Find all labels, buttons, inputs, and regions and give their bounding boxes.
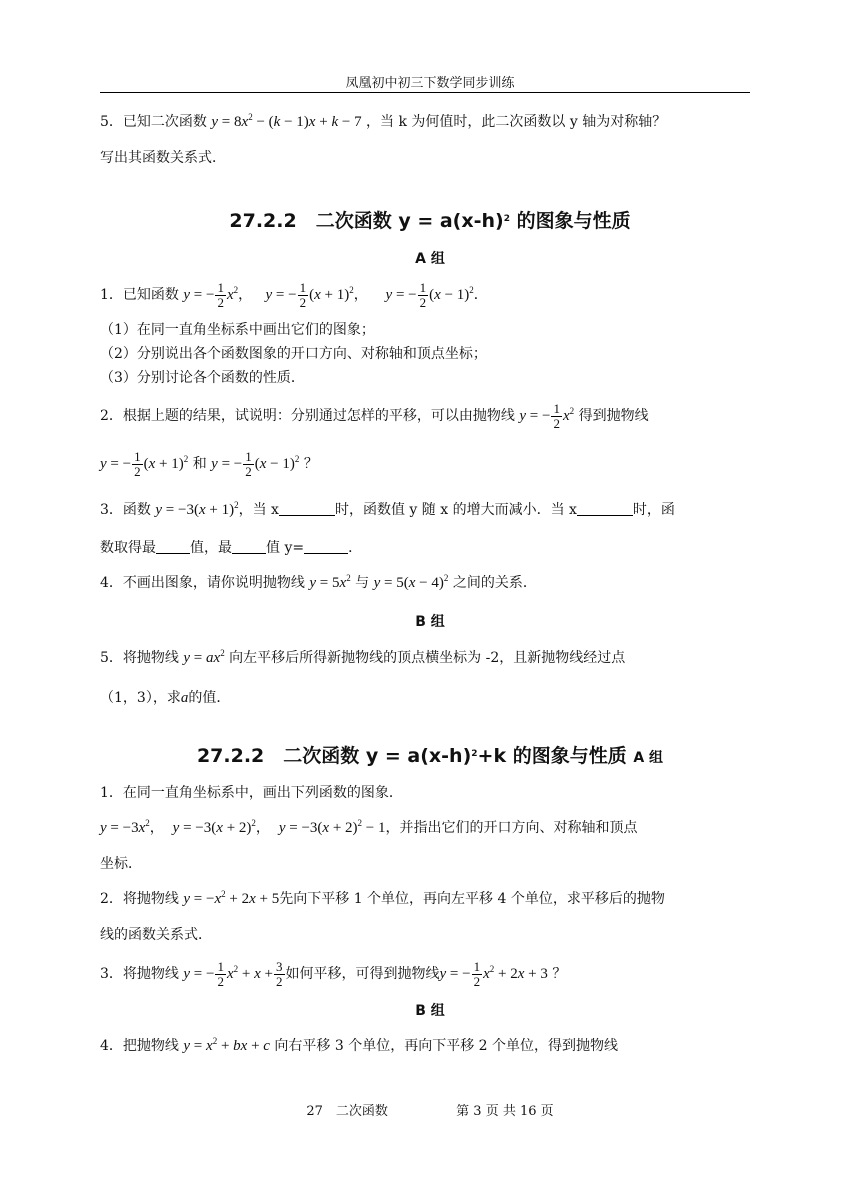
footer-chapter: 27 二次函数 xyxy=(306,1104,388,1119)
group-a-label: A 组 xyxy=(415,251,445,267)
group-b-label: B 组 xyxy=(415,1003,445,1019)
formula: y = − $\frac{1}{2}$ $(x - 1)^2$ xyxy=(385,280,474,310)
s1-question-5-line-1: 5．将抛物线 $y = ax^2$ 向左平移后所得新抛物线的顶点横坐标为 -2，且新抛物线经过点 xyxy=(100,648,626,666)
page-header: 凤凰初中初三下数学同步训练 xyxy=(345,76,515,91)
formula: $y = 5x^2$ xyxy=(309,573,351,591)
footer-page-number: 第 3 页 共 16 页 xyxy=(456,1104,554,1119)
formula: y = − $\frac{1}{2}$ $x^2 + x$ + $\frac{3}{2}$ xyxy=(183,959,283,989)
section-title-1: 27.2.2 二次函数 $y = a(x-h)^2$ 的图象与性质 xyxy=(229,210,631,232)
formula: $y = -x^2 + 2x + 5$ xyxy=(183,889,280,907)
s2-question-3: 3．将抛物线 y = − $\frac{1}{2}$ $x^2 + x$ + $\frac{3}{2}$ 如何平移，可得到抛物线y = − $\frac{1}{2}$ $x^2 + 2x + 3$ ？ xyxy=(100,959,567,989)
formula: y = − $\frac{1}{2}$ $x^2$ xyxy=(519,401,575,431)
page-footer xyxy=(0,1100,860,1119)
formula: $y = -3(x + 2)^2 - 1$ xyxy=(278,818,386,836)
s2-question-1-line-1: 1．在同一直角坐标系中，画出下列函数的图象． xyxy=(100,785,403,801)
formula: y = − $\frac{1}{2}$ $(x - 1)^2$ xyxy=(211,449,300,479)
s1-question-1-part-3: （3）分别讨论各个函数的性质． xyxy=(100,370,305,386)
formula: $y = 8x^2 - (k - 1)x + k - 7$ xyxy=(211,112,362,130)
formula: y = − $\frac{1}{2}$ $x^2 + 2x + 3$ xyxy=(439,959,548,989)
question-5-line-1: 5．已知二次函数 $y = 8x^2 - (k - 1)x + k - 7$ ，当 k 为何值时，此二次函数以 y 轴为对称轴？ xyxy=(100,112,667,130)
s1-question-1: 1．已知函数 y = − $\frac{1}{2}$ $x^2$， y = − $\frac{1}{2}$ $(x + 1)^2$， y = − $\frac{1}{2}$ $(x - 1)^2$． xyxy=(100,280,488,310)
answer-blank[interactable] xyxy=(279,501,335,516)
answer-blank[interactable] xyxy=(577,501,633,516)
formula: $y = ax^2$ xyxy=(183,648,225,666)
formula: y = − $\frac{1}{2}$ $(x + 1)^2$ xyxy=(265,280,354,310)
answer-blank[interactable] xyxy=(304,539,348,554)
s1-question-4: 4．不画出图象，请你说明抛物线 $y = 5x^2$ 与 $y = 5(x - 4)^2$ 之间的关系． xyxy=(100,573,537,591)
s2-question-1-line-3: 坐标． xyxy=(100,856,142,872)
s2-question-2-line-1: 2．将抛物线 $y = -x^2 + 2x + 5$先向下平移 1 个单位，再向左平移 4 个单位，求平移后的抛物 xyxy=(100,889,665,907)
formula: $y = -3x^2$ xyxy=(100,818,150,836)
question-5-line-2: 写出其函数关系式． xyxy=(100,150,226,166)
formula: $y = 5(x - 4)^2$ xyxy=(373,573,449,591)
s1-question-3-line-1: 3．函数 $y = -3(x + 1)^2$，当 x 时，函数值 y 随 x 的增大而减小．当 x 时，函 xyxy=(100,500,675,518)
formula: $y = -3(x + 2)^2$ xyxy=(172,818,256,836)
s1-question-1-part-2: （2）分别说出各个函数图象的开口方向、对称轴和顶点坐标； xyxy=(100,346,487,362)
formula: $y = x^2$ + bx + c xyxy=(183,1036,270,1054)
header-rule xyxy=(100,92,750,93)
formula: y = − $\frac{1}{2}$ $(x + 1)^2$ xyxy=(100,449,189,479)
formula: a xyxy=(180,690,189,706)
s2-question-4-line-1: 4．把抛物线 $y = x^2$ + bx + c 向右平移 3 个单位，再向下平移 2 个单位，得到抛物线 xyxy=(100,1036,619,1054)
s2-question-2-line-2: 线的函数关系式． xyxy=(100,927,212,943)
answer-blank[interactable] xyxy=(156,539,190,554)
s1-question-5-line-2: （1，3），求a的值． xyxy=(100,690,231,706)
answer-blank[interactable] xyxy=(232,539,266,554)
s2-question-1-line-2: $y = -3x^2$， $y = -3(x + 2)^2$， $y = -3(x + 2)^2 - 1$，并指出它们的开口方向、对称轴和顶点 xyxy=(100,818,638,836)
formula: $y = -3(x + 1)^2$ xyxy=(155,500,239,518)
s1-question-2-line-2: y = − $\frac{1}{2}$ $(x + 1)^2$ 和 y = − $\frac{1}{2}$ $(x - 1)^2$ ？ xyxy=(100,449,318,479)
s1-question-1-part-1: （1）在同一直角坐标系中画出它们的图象； xyxy=(100,322,375,338)
group-b-label: B 组 xyxy=(415,614,445,630)
s1-question-3-line-2: 数取得最 值，最 值 y= ． xyxy=(100,540,363,556)
s1-question-2-line-1: 2．根据上题的结果，试说明：分别通过怎样的平移，可以由抛物线 y = − $\frac{1}{2}$ $x^2$ 得到抛物线 xyxy=(100,401,649,431)
section-title-2: 27.2.2 二次函数 $y = a(x-h)^2+k$ 的图象与性质 A 组 xyxy=(196,745,664,767)
formula: y = − $\frac{1}{2}$ $x^2$ xyxy=(183,280,239,310)
